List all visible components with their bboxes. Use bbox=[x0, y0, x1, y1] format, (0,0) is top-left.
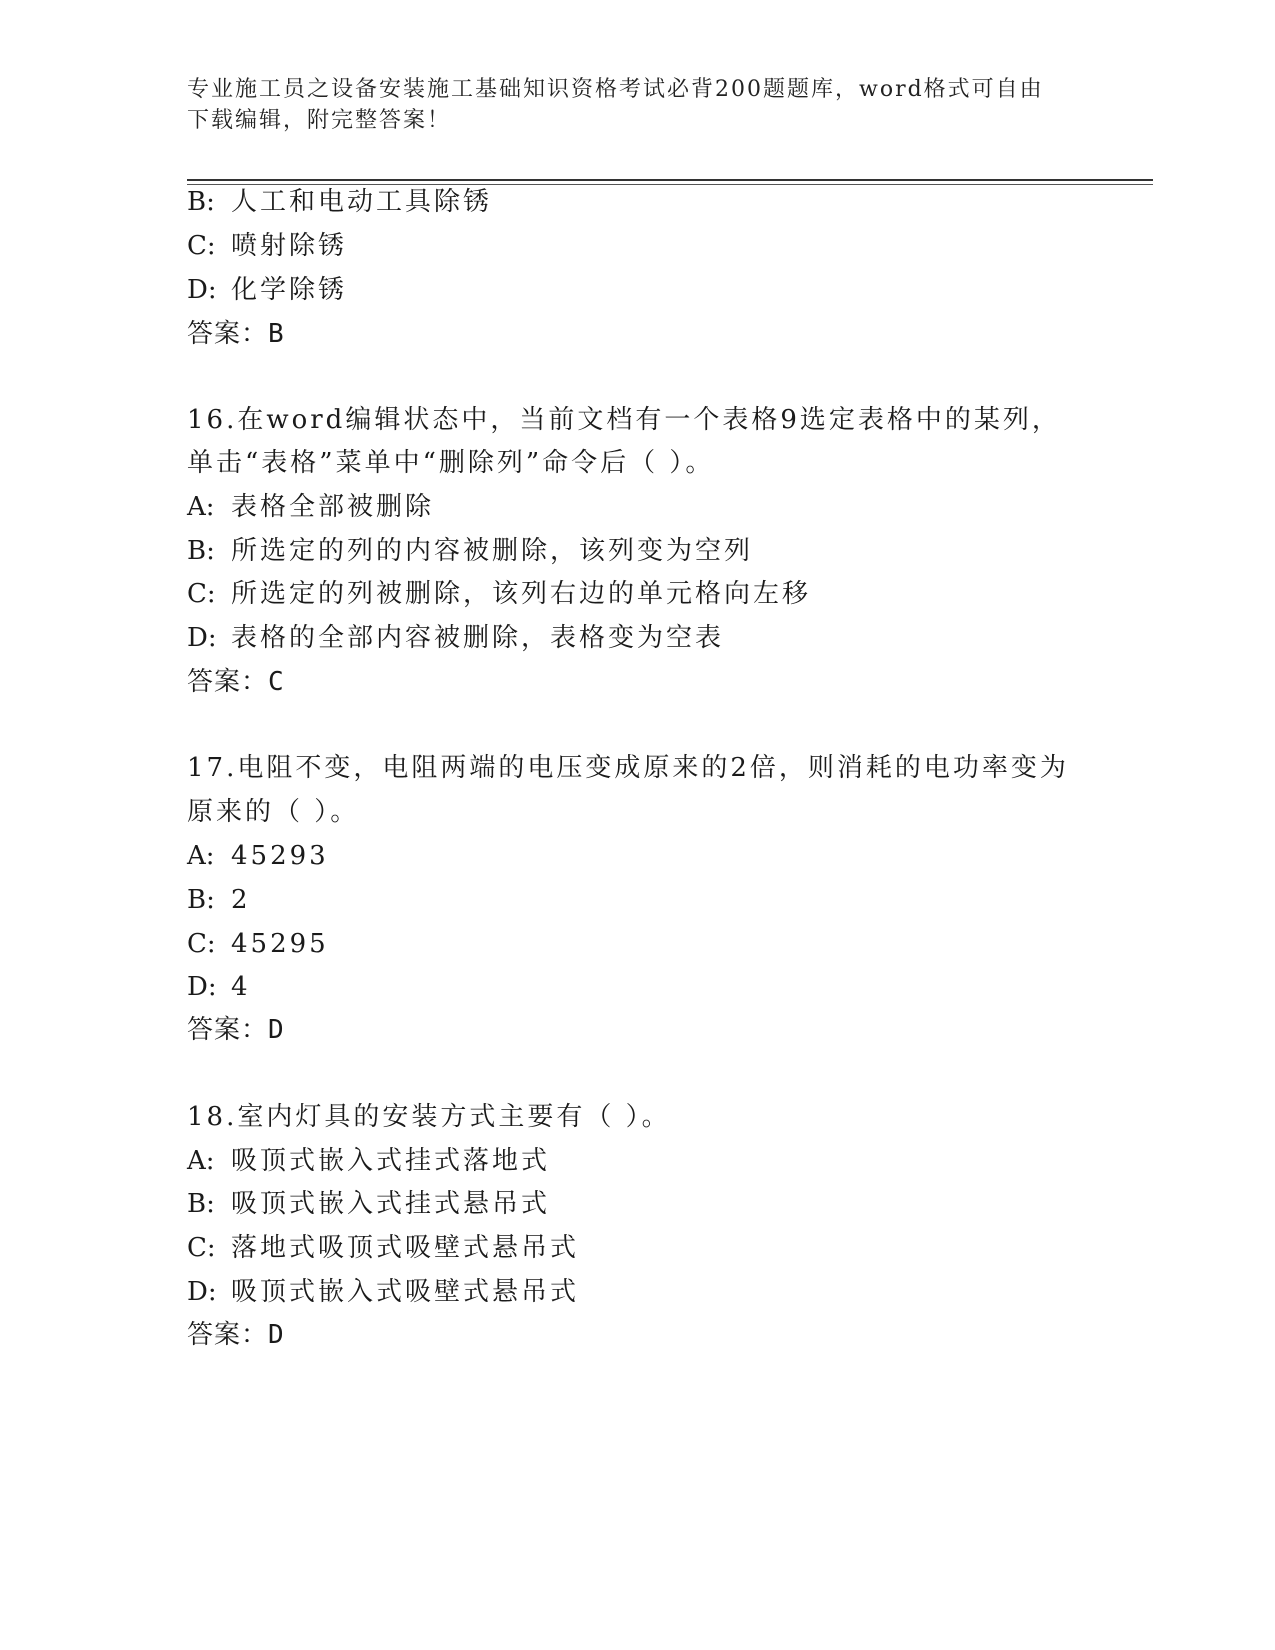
question-18-answer bbox=[187, 1319, 285, 1351]
question-17-option-c bbox=[187, 928, 329, 960]
option-text: 喷射除锈 bbox=[231, 231, 348, 261]
option-letter: B: bbox=[187, 1189, 215, 1219]
option-text: 吸顶式嵌入式吸壁式悬吊式 bbox=[231, 1277, 580, 1307]
answer-label: 答案： bbox=[187, 667, 269, 697]
option-letter: C: bbox=[187, 579, 216, 609]
option-letter: B: bbox=[187, 187, 215, 217]
question-16-option-a bbox=[187, 491, 434, 523]
question-16-stem-line-1: 16.在word编辑状态中，当前文档有一个表格9选定表格中的某列， bbox=[187, 405, 1061, 435]
option-text: 表格全部被删除 bbox=[231, 492, 435, 522]
question-17-option-d bbox=[187, 971, 251, 1003]
option-text: 落地式吸顶式吸壁式悬吊式 bbox=[231, 1233, 580, 1263]
header-divider-thin bbox=[187, 184, 1153, 185]
answer-label: 答案： bbox=[187, 1015, 269, 1045]
option-letter: A: bbox=[187, 492, 215, 522]
option-letter: C: bbox=[187, 929, 216, 959]
question-16-option-c bbox=[187, 578, 811, 610]
option-letter: A: bbox=[187, 841, 215, 871]
header-line-1: 专业施工员之设备安装施工基础知识资格考试必背200题题库，word格式可自由 bbox=[187, 77, 1044, 102]
question-17-stem-line-2: 原来的（ ）。 bbox=[187, 797, 360, 827]
option-text: 吸顶式嵌入式挂式悬吊式 bbox=[231, 1189, 551, 1219]
option-letter: C: bbox=[187, 1233, 216, 1263]
option-letter: D: bbox=[187, 972, 217, 1002]
question-18-option-d bbox=[187, 1276, 579, 1308]
option-text: 表格的全部内容被删除，表格变为空表 bbox=[231, 623, 725, 653]
question-18-option-c bbox=[187, 1232, 579, 1264]
carryover-answer bbox=[187, 318, 285, 350]
carryover-option-b bbox=[187, 186, 492, 218]
question-18-option-a bbox=[187, 1145, 550, 1177]
option-letter: B: bbox=[187, 885, 215, 915]
answer-key: B bbox=[268, 319, 285, 349]
header-divider-thick bbox=[187, 179, 1153, 181]
document-header bbox=[187, 74, 1087, 136]
question-17-stem-line-1: 17.电阻不变，电阻两端的电压变成原来的2倍，则消耗的电功率变为 bbox=[187, 753, 1069, 783]
question-18-option-b bbox=[187, 1188, 550, 1220]
option-letter: D: bbox=[187, 275, 217, 305]
option-text: 吸顶式嵌入式挂式落地式 bbox=[231, 1146, 551, 1176]
answer-key: C bbox=[268, 667, 285, 697]
option-letter: B: bbox=[187, 536, 215, 566]
carryover-option-c bbox=[187, 230, 347, 262]
option-letter: C: bbox=[187, 231, 216, 261]
option-text: 45295 bbox=[231, 929, 329, 959]
carryover-option-d bbox=[187, 274, 347, 306]
option-text: 所选定的列被删除，该列右边的单元格向左移 bbox=[231, 579, 812, 609]
option-text: 所选定的列的内容被删除，该列变为空列 bbox=[231, 536, 754, 566]
question-17-option-b bbox=[187, 884, 251, 916]
answer-key: D bbox=[268, 1320, 285, 1350]
answer-key: D bbox=[268, 1015, 285, 1045]
option-text: 化学除锈 bbox=[231, 275, 348, 305]
option-letter: A: bbox=[187, 1146, 215, 1176]
answer-label: 答案： bbox=[187, 1320, 269, 1350]
option-text: 45293 bbox=[231, 841, 329, 871]
question-17-option-a bbox=[187, 840, 329, 872]
option-letter: D: bbox=[187, 1277, 217, 1307]
option-text: 2 bbox=[231, 885, 251, 915]
question-16-stem-line-2: 单击“表格”菜单中“删除列”命令后（ ）。 bbox=[187, 448, 715, 478]
answer-label: 答案： bbox=[187, 319, 269, 349]
question-17-answer bbox=[187, 1014, 285, 1046]
question-16-option-d bbox=[187, 622, 724, 654]
option-text: 人工和电动工具除锈 bbox=[231, 187, 493, 217]
question-18-stem-line-1: 18.室内灯具的安装方式主要有（ ）。 bbox=[187, 1102, 671, 1132]
header-line-2: 下载编辑，附完整答案！ bbox=[187, 108, 452, 133]
option-text: 4 bbox=[231, 972, 251, 1002]
question-16-option-b bbox=[187, 535, 753, 567]
option-letter: D: bbox=[187, 623, 217, 653]
question-16-answer bbox=[187, 666, 285, 698]
